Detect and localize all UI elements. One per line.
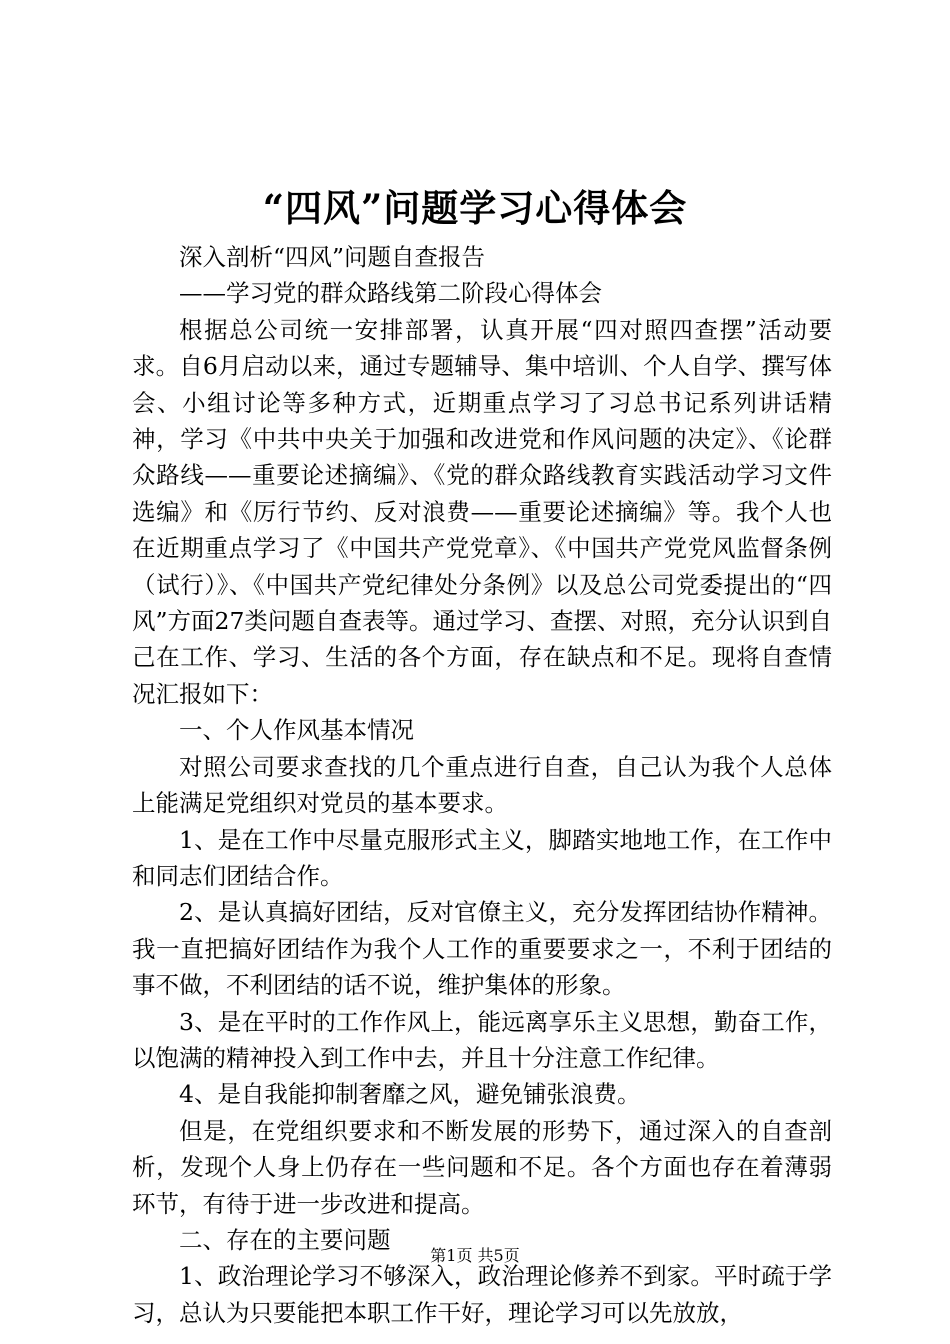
section-heading-2: 二、存在的主要问题	[179, 1225, 391, 1254]
page-footer: 第1页 共5页	[430, 1246, 520, 1265]
document-body	[132, 239, 832, 1331]
section-heading-1: 一、个人作风基本情况	[179, 716, 414, 745]
paragraph-item-2: 2、是认真搞好团结，反对官僚主义，充分发挥团结协作精神。我一直把搞好团结作为我个人工作的重要要求之一，不利于团结的事不做，不利团结的话不说，维护集体的形象。	[132, 898, 832, 1000]
paragraph-intro: 根据总公司统一安排部署，认真开展“四对照四查摆”活动要求。自6月启动以来，通过专题辅导、集中培训、个人自学、撰写体会、小组讨论等多种方式，近期重点学习了习总书记系列讲话精神，学习《中共中央关于加强和改进党和作风问题的决定》、《论群众路线——重要论述摘编》、《党的群众路线教育实践活动学习文件选编》和《厉行节约、反对浪费——重要论述摘编》等。我个人也在近期重点学习了《中国共产党党章》、《中国共产党党风监督条例（试行）》、《中国共产党纪律处分条例》以及总公司党委提出的“四风”方面27类问题自查表等。通过学习、查摆、对照，充分认识到自己在工作、学习、生活的各个方面，存在缺点和不足。现将自查情况汇报如下：	[132, 315, 832, 708]
paragraph-problem-1: 1、政治理论学习不够深入，政治理论修养不到家。平时疏于学习，总认为只要能把本职工作干好，理论学习可以先放放，	[132, 1262, 832, 1327]
paragraph-item-3: 3、是在平时的工作作风上，能远离享乐主义思想，勤奋工作，以饱满的精神投入到工作中去，并且十分注意工作纪律。	[132, 1007, 832, 1072]
paragraph-self-check: 对照公司要求查找的几个重点进行自查，自己认为我个人总体上能满足党组织对党员的基本要求。	[132, 752, 832, 818]
paragraph-item-4: 4、是自我能抑制奢靡之风，避免铺张浪费。	[179, 1080, 641, 1109]
paragraph-item-1: 1、是在工作中尽量克服形式主义，脚踏实地地工作，在工作中和同志们团结合作。	[132, 825, 832, 890]
document-title: “四风”问题学习心得体会	[262, 186, 688, 230]
subtitle-report: 深入剖析“四风”问题自查报告	[179, 243, 486, 271]
subtitle-experience: ——学习党的群众路线第二阶段心得体会	[179, 279, 602, 308]
paragraph-however: 但是，在党组织要求和不断发展的形势下，通过深入的自查剖析，发现个人身上仍存在一些问题和不足。各个方面也存在着薄弱环节，有待于进一步改进和提高。	[132, 1116, 832, 1218]
